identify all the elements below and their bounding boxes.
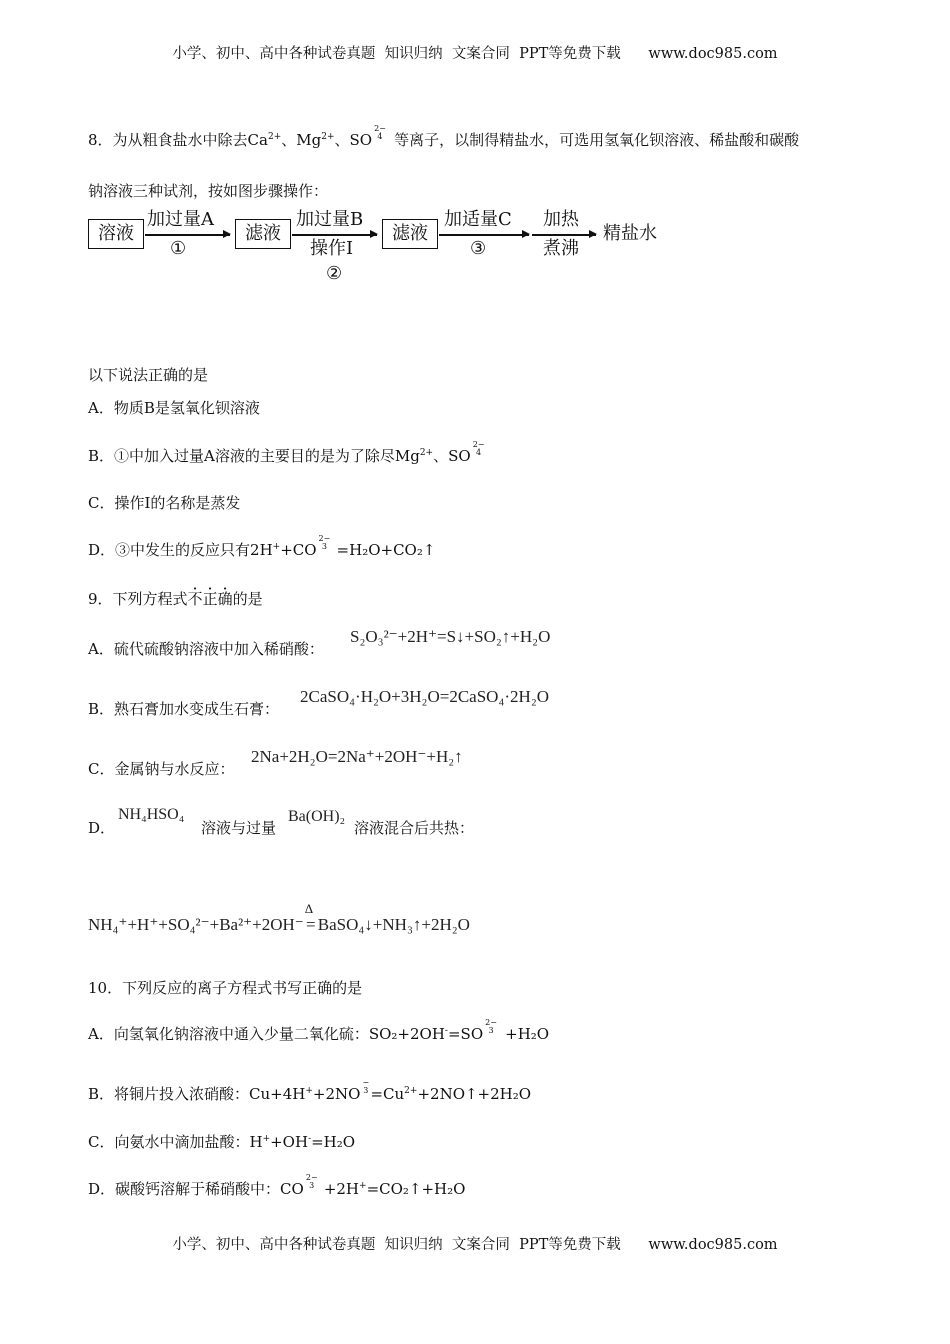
q10-option-a: A．向氢氧化钠溶液中通入少量二氧化硫：SO₂+2OH-=SO 2− 3 +H₂O bbox=[88, 1018, 550, 1043]
q10-option-b: B．将铜片投入浓硝酸：Cu+4H++2NO − 3 $=Cu^{2+}+2NO↑+2H_2O$ bbox=[88, 1078, 532, 1103]
heat-equals-sign: Δ = bbox=[304, 901, 316, 934]
q9-option-b-label: B．熟石膏加水变成生石膏： bbox=[88, 700, 280, 718]
flow-arrow-2 bbox=[292, 234, 377, 236]
q9-option-d-equation: NH₄⁺+H⁺+SO₄²⁻+Ba²⁺+2OH⁻ Δ = BaSO₄↓+NH₃↑+2H₂O bbox=[88, 901, 470, 934]
q9-option-c-equation: 2Na+2H₂O=2Na⁺+2OH⁻+H₂↑ bbox=[251, 747, 463, 766]
flow-step2-number: ② bbox=[326, 263, 343, 284]
q9-option-a-label: A．硫代硫酸钠溶液中加入稀硝酸： bbox=[88, 640, 324, 658]
footer-banner: 小学、初中、高中各种试卷真题 知识归纳 文案合同 PPT等免费下载 www.doc985.com bbox=[172, 1237, 778, 1253]
q10-stem: 10．下列反应的离子方程式书写正确的是 bbox=[88, 979, 363, 997]
q9-option-d-label: D． bbox=[88, 819, 116, 837]
q9-option-d-formula2: Ba(OH)₂ bbox=[288, 808, 346, 825]
flow-step1-number: ① bbox=[170, 238, 187, 259]
flow-arrow-4 bbox=[532, 234, 596, 236]
q9-stem: 9．下列方程式不正确的是 bbox=[88, 590, 263, 608]
flow-arrow-1 bbox=[145, 234, 230, 236]
flow-box-solution: 溶液 bbox=[88, 219, 144, 249]
q9-option-a-equation: S₂O₃²⁻+2H⁺=S↓+SO₂↑+H₂O bbox=[350, 627, 551, 646]
q9-option-d-text2: 溶液混合后共热： bbox=[354, 819, 475, 837]
flow-step3-label: 加适量C bbox=[444, 209, 512, 230]
header-banner: 小学、初中、高中各种试卷真题 知识归纳 文案合同 PPT等免费下载 www.doc985.com bbox=[172, 46, 778, 62]
q10-option-c: C．向氨水中滴加盐酸：H++OH-=H₂O bbox=[88, 1133, 356, 1151]
flow-arrow-3 bbox=[439, 234, 529, 236]
q9-option-c-label: C．金属钠与水反应： bbox=[88, 760, 235, 778]
q8-prompt: 以下说法正确的是 bbox=[88, 366, 209, 384]
flow-step4-bottom: 煮沸 bbox=[543, 238, 579, 259]
q8-option-d: D．③中发生的反应只有2H++CO 2− 3 =H₂O+CO₂↑ bbox=[88, 534, 436, 559]
q8-stem-line2: 钠溶液三种试剂，按如图步骤操作： bbox=[88, 182, 329, 200]
q8-stem-line1: 8．为从粗食盐水中除去$Ca^{2+}$、$Mg^{2+}$、SO 2− 4 等离子，以制得精盐水，可选用氢氧化钡溶液、稀盐酸和碳酸 bbox=[88, 124, 800, 149]
flow-step1-label: 加过量A bbox=[147, 209, 214, 230]
flow-box-filtrate-2: 滤液 bbox=[382, 219, 438, 249]
q8-option-b: B．①中加入过量A溶液的主要目的是为了除尽$Mg^{2+}$、SO 2− 4 bbox=[88, 440, 485, 465]
flow-box-filtrate-1: 滤液 bbox=[235, 219, 291, 249]
q9-option-b-equation: 2CaSO₄·H₂O+3H₂O=2CaSO₄·2H₂O bbox=[300, 687, 550, 706]
flow-step3-number: ③ bbox=[470, 238, 487, 259]
flow-step2-operation: 操作Ⅰ bbox=[310, 238, 354, 259]
flow-step2-label: 加过量B bbox=[296, 209, 364, 230]
q10-option-d: D．碳酸钙溶解于稀硝酸中：CO 2− 3 +2H+=CO₂↑+H₂O bbox=[88, 1173, 466, 1198]
flow-step4-top: 加热 bbox=[543, 209, 579, 230]
q8-option-c: C．操作Ⅰ的名称是蒸发 bbox=[88, 494, 241, 512]
flow-result: 精盐水 bbox=[603, 223, 657, 244]
q9-option-d-text1: 溶液与过量 bbox=[201, 819, 277, 837]
q8-option-a: A．物质B是氢氧化钡溶液 bbox=[88, 399, 260, 417]
q9-option-d-formula1: NH₄HSO₄ bbox=[118, 806, 185, 823]
